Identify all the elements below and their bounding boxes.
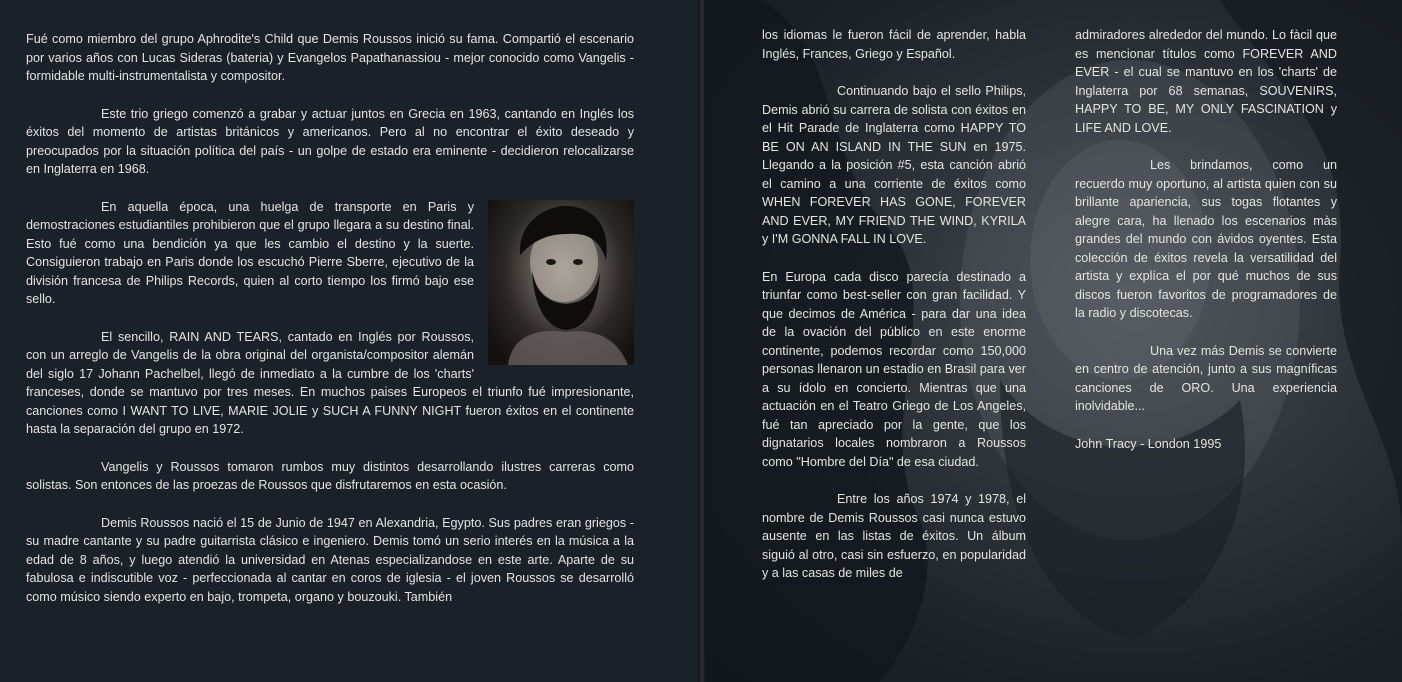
paragraph: En aquella época, una huelga de transporte en Paris y demostraciones estudiantiles prohibieron que el grupo llegara a su destino final. Esto fué como una bendición ya que les cambio el destino y la suerte. Consiguieron trabajo en Paris donde los escuchó Pierre Sberre, ejecutivo de la división francesa de Philips Records, quien al corto tiempo los firmó bajo ese sello. [26, 199, 474, 306]
right-text-column [1075, 26, 1337, 472]
paragraph: Continuando bajo el sello Philips, Demis abrió su carrera de solista con éxitos en el Hit Parade de Inglaterra como HAPPY TO BE ON AN ISLAND IN THE SUN en 1975. Llegando a la posición #5, esta canción abrió el camino a una corriente de éxitos como WHEN FOREVER HAS GONE, FOREVER AND EVER, MY FRIEND THE WIND, KYRILA y I'M GONNA FALL IN LOVE. [762, 84, 1026, 246]
page-fold [698, 0, 706, 682]
paragraph: Les brindamos, como un recuerdo muy oportuno, al artista quien con su brillante apariencia, sus togas flotantes y alegre cara, ha llenado los escenarios màs grandes del mundo con ávidos oyentes. Esta colección de éxitos revela la versatilidad del artista y explíca el por qué muchos de sus discos fueron favoritos de programadores de la radio y discotecas. [1075, 158, 1337, 320]
paragraph: En Europa cada disco parecía destinado a triunfar como best-seller con gran facilidad. Y que decimos de América - para dar una idea de la ovación del público en este enorme continente, podemos recordar como 150,000 personas llenaron un estadio en Brasil para ver a su ídolo en concierto. Mientras que una actuación en el Teatro Griego de Los Angeles, fué tan apreciado por la gente, que los dignatarios locales nombraron a Roussos como "Hombre del Día" de esa ciudad. [762, 269, 1026, 469]
left-text-column [26, 30, 634, 625]
author-credit: John Tracy - London 1995 [1075, 436, 1222, 451]
paragraph: los idiomas le fueron fácil de aprender, habla Inglés, Frances, Griego y Español. [762, 28, 1026, 61]
paragraph: admiradores alrededor del mundo. Lo fàcil que es mencionar títulos como FOREVER AND EVER - el cual se mantuvo en los 'charts' de Inglaterra por 68 semanas, SOUVENIRS, HAPPY TO BE, MY ONLY FASCINATION y LIFE AND LOVE. [1075, 28, 1337, 135]
paragraph: Este trio griego comenzó a grabar y actuar juntos en Grecia en 1963, cantando en Inglés los éxitos del momento de artistas británicos y americanos. Pero al no encontrar el éxito deseado y preocupados por la situación política del país - un golpe de estado era eminente - decidieron relocalizarse en Inglaterra en 1968. [26, 106, 634, 176]
paragraph: Fué como miembro del grupo Aphrodite's Child que Demis Roussos inició su fama. Compartió el escenario por varios años con Lucas Sideras (bateria) y Evangelos Papathanassiou - mejor conocido como Vangelis - formidable multi-instrumentalista y compositor. [26, 32, 634, 83]
paragraph: Demis Roussos nació el 15 de Junio de 1947 en Alexandria, Egypto. Sus padres eran griegos - su madre cantante y su padre guitarrista clásico e ingeniero. Demis tomó un serio interés en la música a la edad de 8 años, y luego atendió la universidad en Atenas especializandose en este arte. Aparte de su fabulosa e indiscutible voz - perfeccionada al cantar en coros de iglesia - el joven Roussos se desarrolló como músico siendo experto en bajo, trompeta, organo y bouzouki. También [26, 515, 634, 604]
paragraph: Entre los años 1974 y 1978, el nombre de Demis Roussos casi nunca estuvo ausente en las listas de éxitos. Un álbum siguió al otro, casi sin esfuerzo, en popularidad y a las casas de miles de [762, 492, 1026, 580]
paragraph: Vangelis y Roussos tomaron rumbos muy distintos desarrollando ilustres carreras como solistas. Son entonces de las proezas de Roussos que disfrutaremos en esta ocasión. [26, 459, 634, 492]
paragraph: Una vez más Demis se convierte en centro de atención, junto a sus magníficas canciones de ORO. Una experiencia inolvidable... [1075, 343, 1337, 413]
middle-text-column [762, 26, 1026, 602]
paragraph: El sencillo, RAIN AND TEARS, cantado en Inglés por Roussos, con un arreglo de Vangelis de la obra original del organista/compositor alemán del siglo 17 Johann Pachelbel, llegó de inmediato a la cumbre de los 'charts' franceses, donde se mantuvo por tres meses. En muchos paises Europeos el triunfo fué impresionante, canciones como I WANT TO LIVE, MARIE JOLIE y SUCH A FUNNY NIGHT fueron éxitos en el continente hasta la separación del grupo en 1972. [26, 329, 634, 436]
demis-roussos-photo [488, 200, 634, 365]
